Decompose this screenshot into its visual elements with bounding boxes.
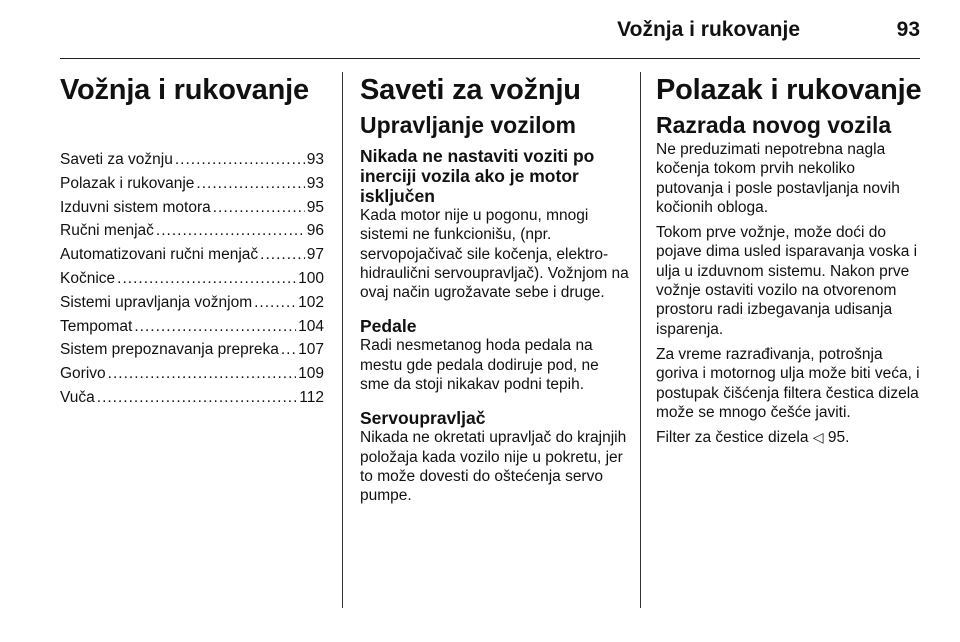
toc-entry-label: Automatizovani ručni menjač <box>60 246 259 264</box>
toc-entry-page: 112 <box>299 388 324 406</box>
table-of-contents <box>60 148 324 410</box>
heading-coasting-warning: Nikada ne nastaviti voziti po inerciji vozila ako je motor isključen <box>360 146 595 206</box>
toc-leader-dots <box>97 386 298 410</box>
toc-entry-label: Kočnice <box>60 269 116 287</box>
toc-entry-page: 104 <box>298 317 324 335</box>
toc-leader-dots <box>213 196 305 220</box>
paragraph-braking: Ne preduzimati nepotrebna nagla kočenja tokom prvih nekoliko putovanja i posle postavljanja novih kočionih obloga. <box>656 141 900 216</box>
toc-entry-label: Vuča <box>60 388 95 406</box>
toc-entry-page: 96 <box>306 222 324 240</box>
page-header <box>60 0 920 60</box>
section-title-starting: Polazak i rukovanje <box>656 74 922 106</box>
toc-entry-page: 93 <box>306 151 324 168</box>
toc-entry-page: 93 <box>306 174 324 192</box>
toc-entry-page: 95 <box>306 198 324 216</box>
paragraph-consumption: Za vreme razrađivanja, potrošnja goriva i motornog ulja može biti veća, i postupak čišćenja filtera čestica dizela može se mnogo češće javiti. <box>656 345 920 421</box>
toc-leader-dots <box>196 172 304 196</box>
text-pedals: Radi nesmetanog hoda pedala na mestu gde pedala dodiruje pod, ne sme da stoji nikakav podni tepih. <box>360 337 599 394</box>
cross-reference[interactable] <box>656 428 924 447</box>
toc-entry-label: Tempomat <box>60 317 133 335</box>
toc-entry[interactable] <box>60 172 324 196</box>
toc-entry[interactable] <box>60 362 324 386</box>
running-title: Vožnja i rukovanje <box>617 18 800 41</box>
starting-column <box>656 72 924 447</box>
toc-leader-dots <box>281 338 296 362</box>
chapter-column <box>60 72 324 410</box>
section-title-driving-tips: Saveti za vožnju <box>360 74 581 106</box>
cross-reference-text: Filter za čestice dizela <box>656 429 809 447</box>
toc-entry-label: Sistem prepoznavanja prepreka <box>60 341 279 359</box>
toc-entry[interactable] <box>60 196 324 220</box>
toc-entry-label: Gorivo <box>60 365 106 383</box>
toc-leader-dots <box>260 243 305 267</box>
reference-arrow-icon: ◁ <box>812 429 824 446</box>
cross-reference-page: 95. <box>827 429 850 447</box>
toc-entry[interactable] <box>60 315 324 339</box>
toc-leader-dots <box>175 148 305 172</box>
toc-entry-label: Ručni menjač <box>60 222 154 240</box>
paragraph-smoke: Tokom prve vožnje, može doći do pojave dima usled isparavanja voska i ulja u izduvnom sistemu. Nakon prve vožnje ostaviti vozilo na otvorenom prostoru radi izbegavanja udisanja isparenja. <box>656 224 918 338</box>
toc-entry-page: 97 <box>306 246 324 264</box>
toc-leader-dots <box>117 267 296 291</box>
toc-entry-page: 100 <box>298 269 324 287</box>
heading-power-steering: Servoupravljač <box>360 408 486 429</box>
toc-entry-page: 107 <box>298 341 324 359</box>
toc-entry-label: Sistemi upravljanja vožnjom <box>60 293 253 311</box>
header-divider <box>60 58 920 59</box>
toc-entry[interactable] <box>60 338 324 362</box>
toc-leader-dots <box>108 362 296 386</box>
heading-pedals: Pedale <box>360 316 417 337</box>
toc-entry-label: Izduvni sistem motora <box>60 198 211 216</box>
toc-entry-page: 102 <box>298 293 324 311</box>
toc-entry[interactable] <box>60 148 324 172</box>
driving-tips-column <box>360 72 632 506</box>
toc-entry-label: Polazak i rukovanje <box>60 174 195 192</box>
text-coasting-warning: Kada motor nije u pogonu, mnogi sistemi ne funkcionišu, (npr. servopojačivač sile kočenja, elektro-hidraulični servoupravljač). Vožnjom na ovaj način ugrožavate sebe i druge. <box>360 207 629 302</box>
subsection-title-running-in: Razrada novog vozila <box>656 112 892 138</box>
column-divider-1 <box>342 72 343 608</box>
toc-entry[interactable] <box>60 243 324 267</box>
page-number: 93 <box>896 18 920 41</box>
toc-entry[interactable] <box>60 219 324 243</box>
chapter-title: Vožnja i rukovanje <box>60 74 309 106</box>
toc-entry[interactable] <box>60 267 324 291</box>
toc-leader-dots <box>156 219 305 243</box>
toc-entry-page: 109 <box>298 365 324 383</box>
text-power-steering: Nikada ne okretati upravljač do krajnjih položaja kada vozilo nije u pokretu, jer to može dovesti do oštećenja servo pumpe. <box>360 429 627 505</box>
toc-leader-dots <box>254 291 296 315</box>
toc-leader-dots <box>134 315 296 339</box>
toc-entry[interactable] <box>60 386 324 410</box>
column-divider-2 <box>640 72 641 608</box>
toc-entry-label: Saveti za vožnju <box>60 151 173 168</box>
toc-entry[interactable] <box>60 291 324 315</box>
subsection-title-vehicle-control: Upravljanje vozilom <box>360 112 577 138</box>
